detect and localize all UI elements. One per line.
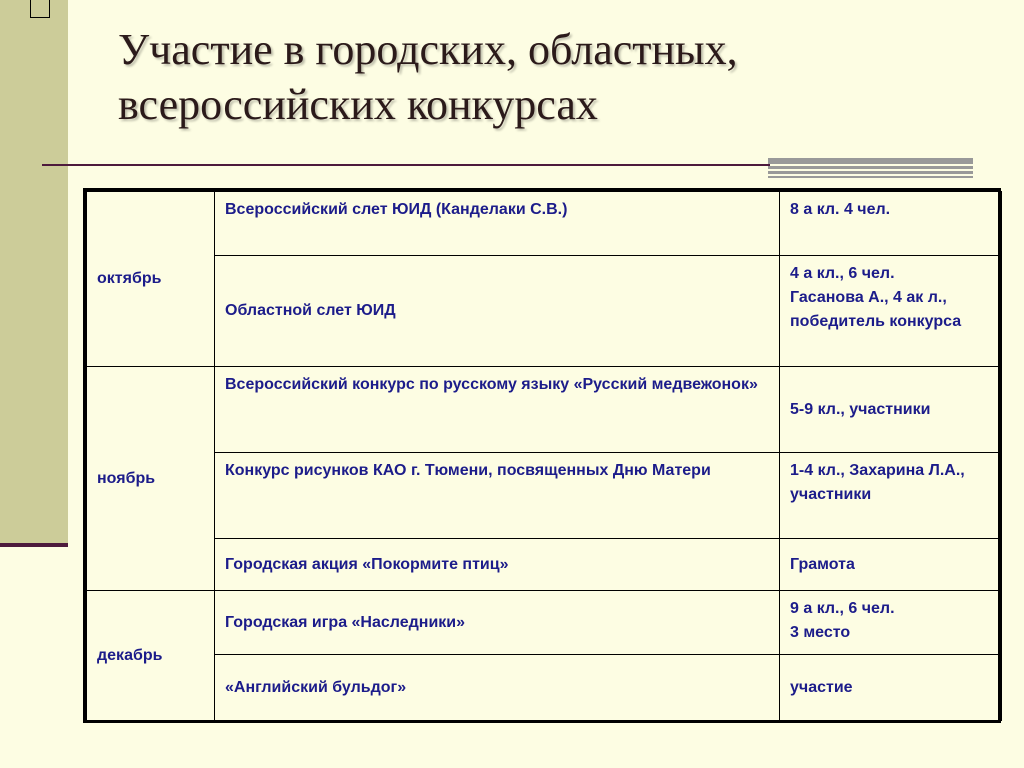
result-cell [780, 453, 1002, 539]
title-divider [42, 164, 770, 166]
table-row [87, 256, 1002, 367]
table-row [87, 453, 1002, 539]
left-decorative-bar [0, 0, 68, 545]
slide-title-line-2: всероссийских конкурсах [118, 80, 598, 129]
result-line: 5-9 кл., участники [790, 400, 931, 418]
result-cell [780, 539, 1002, 591]
events-table [86, 191, 1002, 721]
title-divider-accent [768, 158, 973, 178]
result-line: 3 место [790, 624, 851, 641]
result-cell [780, 192, 1002, 256]
result-cell [780, 367, 1002, 453]
result-cell [780, 591, 1002, 655]
month-cell: декабрь [87, 591, 215, 721]
event-cell: Всероссийский конкурс по русскому языку «Русский медвежонок» [215, 367, 780, 453]
result-cell [780, 655, 1002, 721]
result-line: Грамота [790, 555, 855, 573]
event-cell: Областной слет ЮИД [215, 256, 780, 367]
event-cell: Городская акция «Покормите птиц» [215, 539, 780, 591]
left-bar-underline [0, 543, 68, 547]
month-cell: ноябрь [87, 367, 215, 591]
event-cell: Всероссийский слет ЮИД (Канделаки С.В.) [215, 192, 780, 256]
event-cell: «Английский бульдог» [215, 655, 780, 721]
result-line: Гасанова А., 4 ак л., победитель конкурса [790, 289, 962, 330]
events-table-frame [83, 188, 1001, 723]
slide-title-line-1: Участие в городских, областных, [118, 25, 738, 74]
month-cell: октябрь [87, 192, 215, 367]
result-line: участие [790, 678, 853, 696]
result-cell [780, 256, 1002, 367]
table-row [87, 192, 1002, 256]
event-cell: Конкурс рисунков КАО г. Тюмени, посвященных Дню Матери [215, 453, 780, 539]
result-line: 1-4 кл., Захарина Л.А., участники [790, 462, 965, 503]
table-row [87, 367, 1002, 453]
table-row [87, 655, 1002, 721]
result-line: 4 а кл., 6 чел. [790, 265, 895, 282]
table-row [87, 591, 1002, 655]
table-row [87, 539, 1002, 591]
placeholder-glyph-icon [30, 0, 50, 18]
result-line: 8 а кл. 4 чел. [790, 201, 891, 218]
event-cell: Городская игра «Наследники» [215, 591, 780, 655]
result-line: 9 а кл., 6 чел. [790, 600, 895, 617]
slide-title [118, 22, 918, 132]
